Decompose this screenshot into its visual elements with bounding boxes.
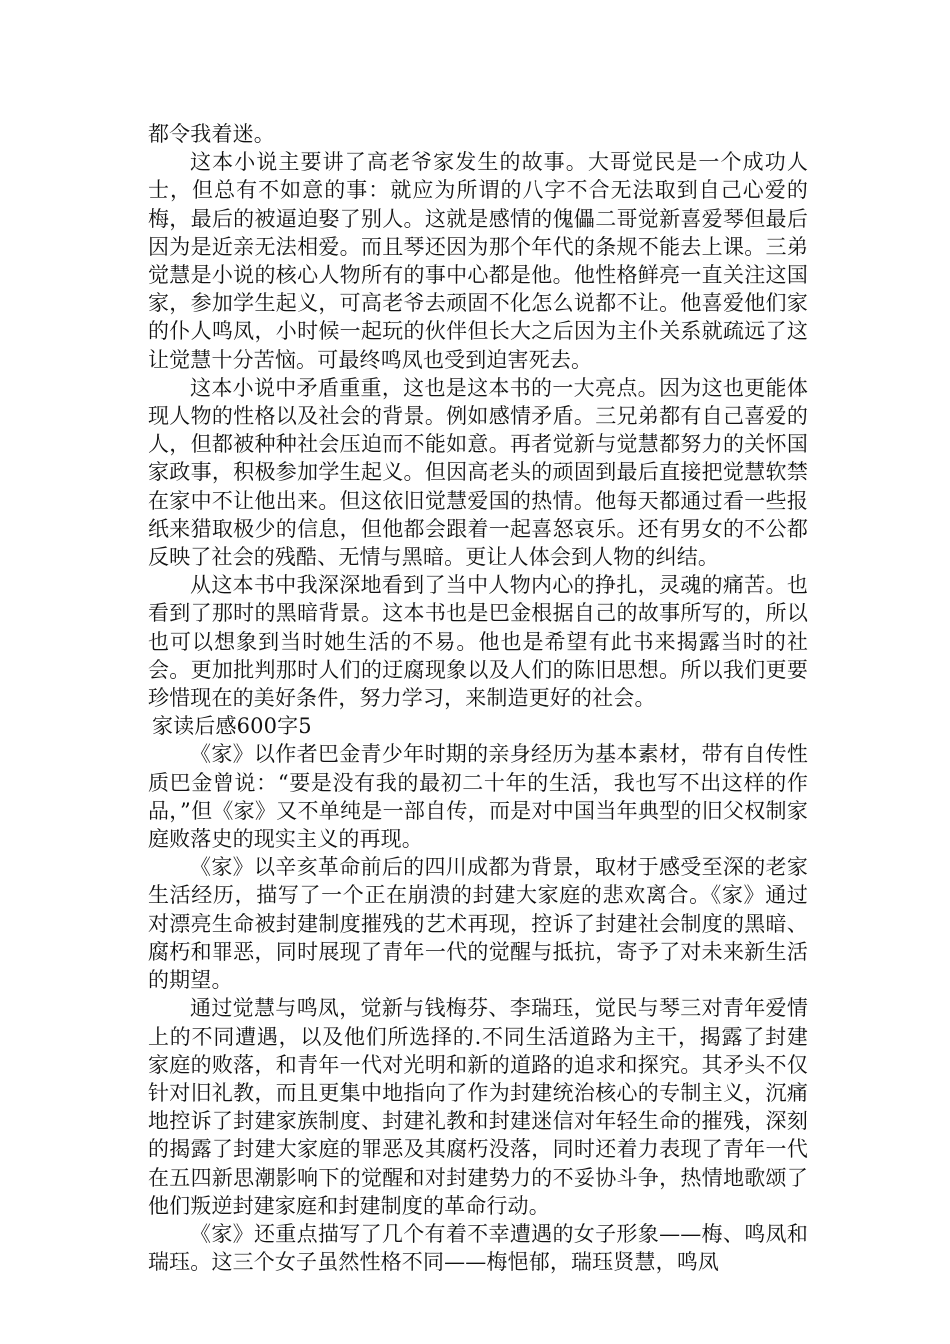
paragraph-conflicts: 这本小说中矛盾重重，这也是这本书的一大亮点。因为这也更能体现人物的性格以及社会的背景。例如感情矛盾。三兄弟都有自己喜爱的人，但都被种种社会压迫而不能如意。再者觉新与觉慧都努力的关怀国家政事，积极参加学生起义。但因高老头的顽固到最后直接把觉慧软禁在家中不让他出来。但这依旧觉慧爱国的热情。他每天都通过看一些报纸来猎取极少的信息，但他都会跟着一起喜怒哀乐。还有男女的不公都反映了社会的残酷、无情与黑暗。更让人体会到人物的纠结。	[148, 375, 808, 570]
paragraph-reflection: 从这本书中我深深地看到了当中人物内心的挣扎，灵魂的痛苦。也看到了那时的黑暗背景。这本书也是巴金根据自己的故事所写的，所以也可以想象到当时她生活的不易。他也是希望有此书来揭露当时的社会。更加批判那时人们的迂腐现象以及人们的陈旧思想。所以我们更要珍惜现在的美好条件，努力学习，来制造更好的社会。	[148, 573, 808, 711]
paragraph-autobiography: 《家》以作者巴金青少年时期的亲身经历为基本素材，带有自传性质巴金曾说：“要是没有我的最初二十年的生活，我也写不出这样的作品，”但《家》又不单纯是一部自传，而是对中国当年典型的旧父权制家庭败落史的现实主义的再现。	[148, 742, 808, 852]
paragraph-plot-summary: 这本小说主要讲了高老爷家发生的故事。大哥觉民是一个成功人士，但总有不如意的事：就应为所谓的八字不合无法取到自己心爱的梅，最后的被逼迫娶了别人。这就是感情的傀儡二哥觉新喜爱琴但最后因为是近亲无法相爱。而且琴还因为那个年代的条规不能去上课。三弟觉慧是小说的核心人物所有的事中心都是他。他性格鲜亮一直关注这国家，参加学生起义，可高老爷去顽固不化怎么说都不让。他喜爱他们家的仆人鸣凤，小时候一起玩的伙伴但长大之后因为主仆关系就疏远了这让觉慧十分苦恼。可最终鸣凤也受到迫害死去。	[148, 150, 808, 372]
paragraph-continuation: 都令我着迷。	[148, 122, 275, 146]
paragraph-women: 《家》还重点描写了几个有着不幸遭遇的女子形象——梅、鸣凤和瑞珏。这三个女子虽然性格不同——梅悒郁，瑞珏贤慧，鸣凤	[148, 1221, 808, 1275]
paragraph-background: 《家》以辛亥革命前后的四川成都为背景，取材于感受至深的老家生活经历，描写了一个正在崩溃的封建大家庭的悲欢离合。《家》通过对漂亮生命被封建制度摧残的艺术再现，控诉了封建社会制度的黑暗、腐朽和罪恶，同时展现了青年一代的觉醒与抵抗，寄予了对未来新生活的期望。	[148, 855, 808, 993]
paragraph-love-stories: 通过觉慧与鸣凤，觉新与钱梅芬、李瑞珏，觉民与琴三对青年爱情上的不同遭遇，以及他们所选择的.不同生活道路为主干，揭露了封建家庭的败落，和青年一代对光明和新的道路的追求和探究。其矛头不仅针对旧礼教，而且更集中地指向了作为封建统治核心的专制主义，沉痛地控诉了封建家族制度、封建礼教和封建迷信对年轻生命的摧残，深刻的揭露了封建大家庭的罪恶及其腐朽没落，同时还着力表现了青年一代在五四新思潮影响下的觉醒和对封建势力的不妥协斗争，热情地歌颂了他们叛逆封建家庭和封建制度的革命行动。	[148, 996, 808, 1218]
section-heading: 家读后感600字5	[152, 714, 312, 739]
document-body	[148, 120, 808, 1276]
